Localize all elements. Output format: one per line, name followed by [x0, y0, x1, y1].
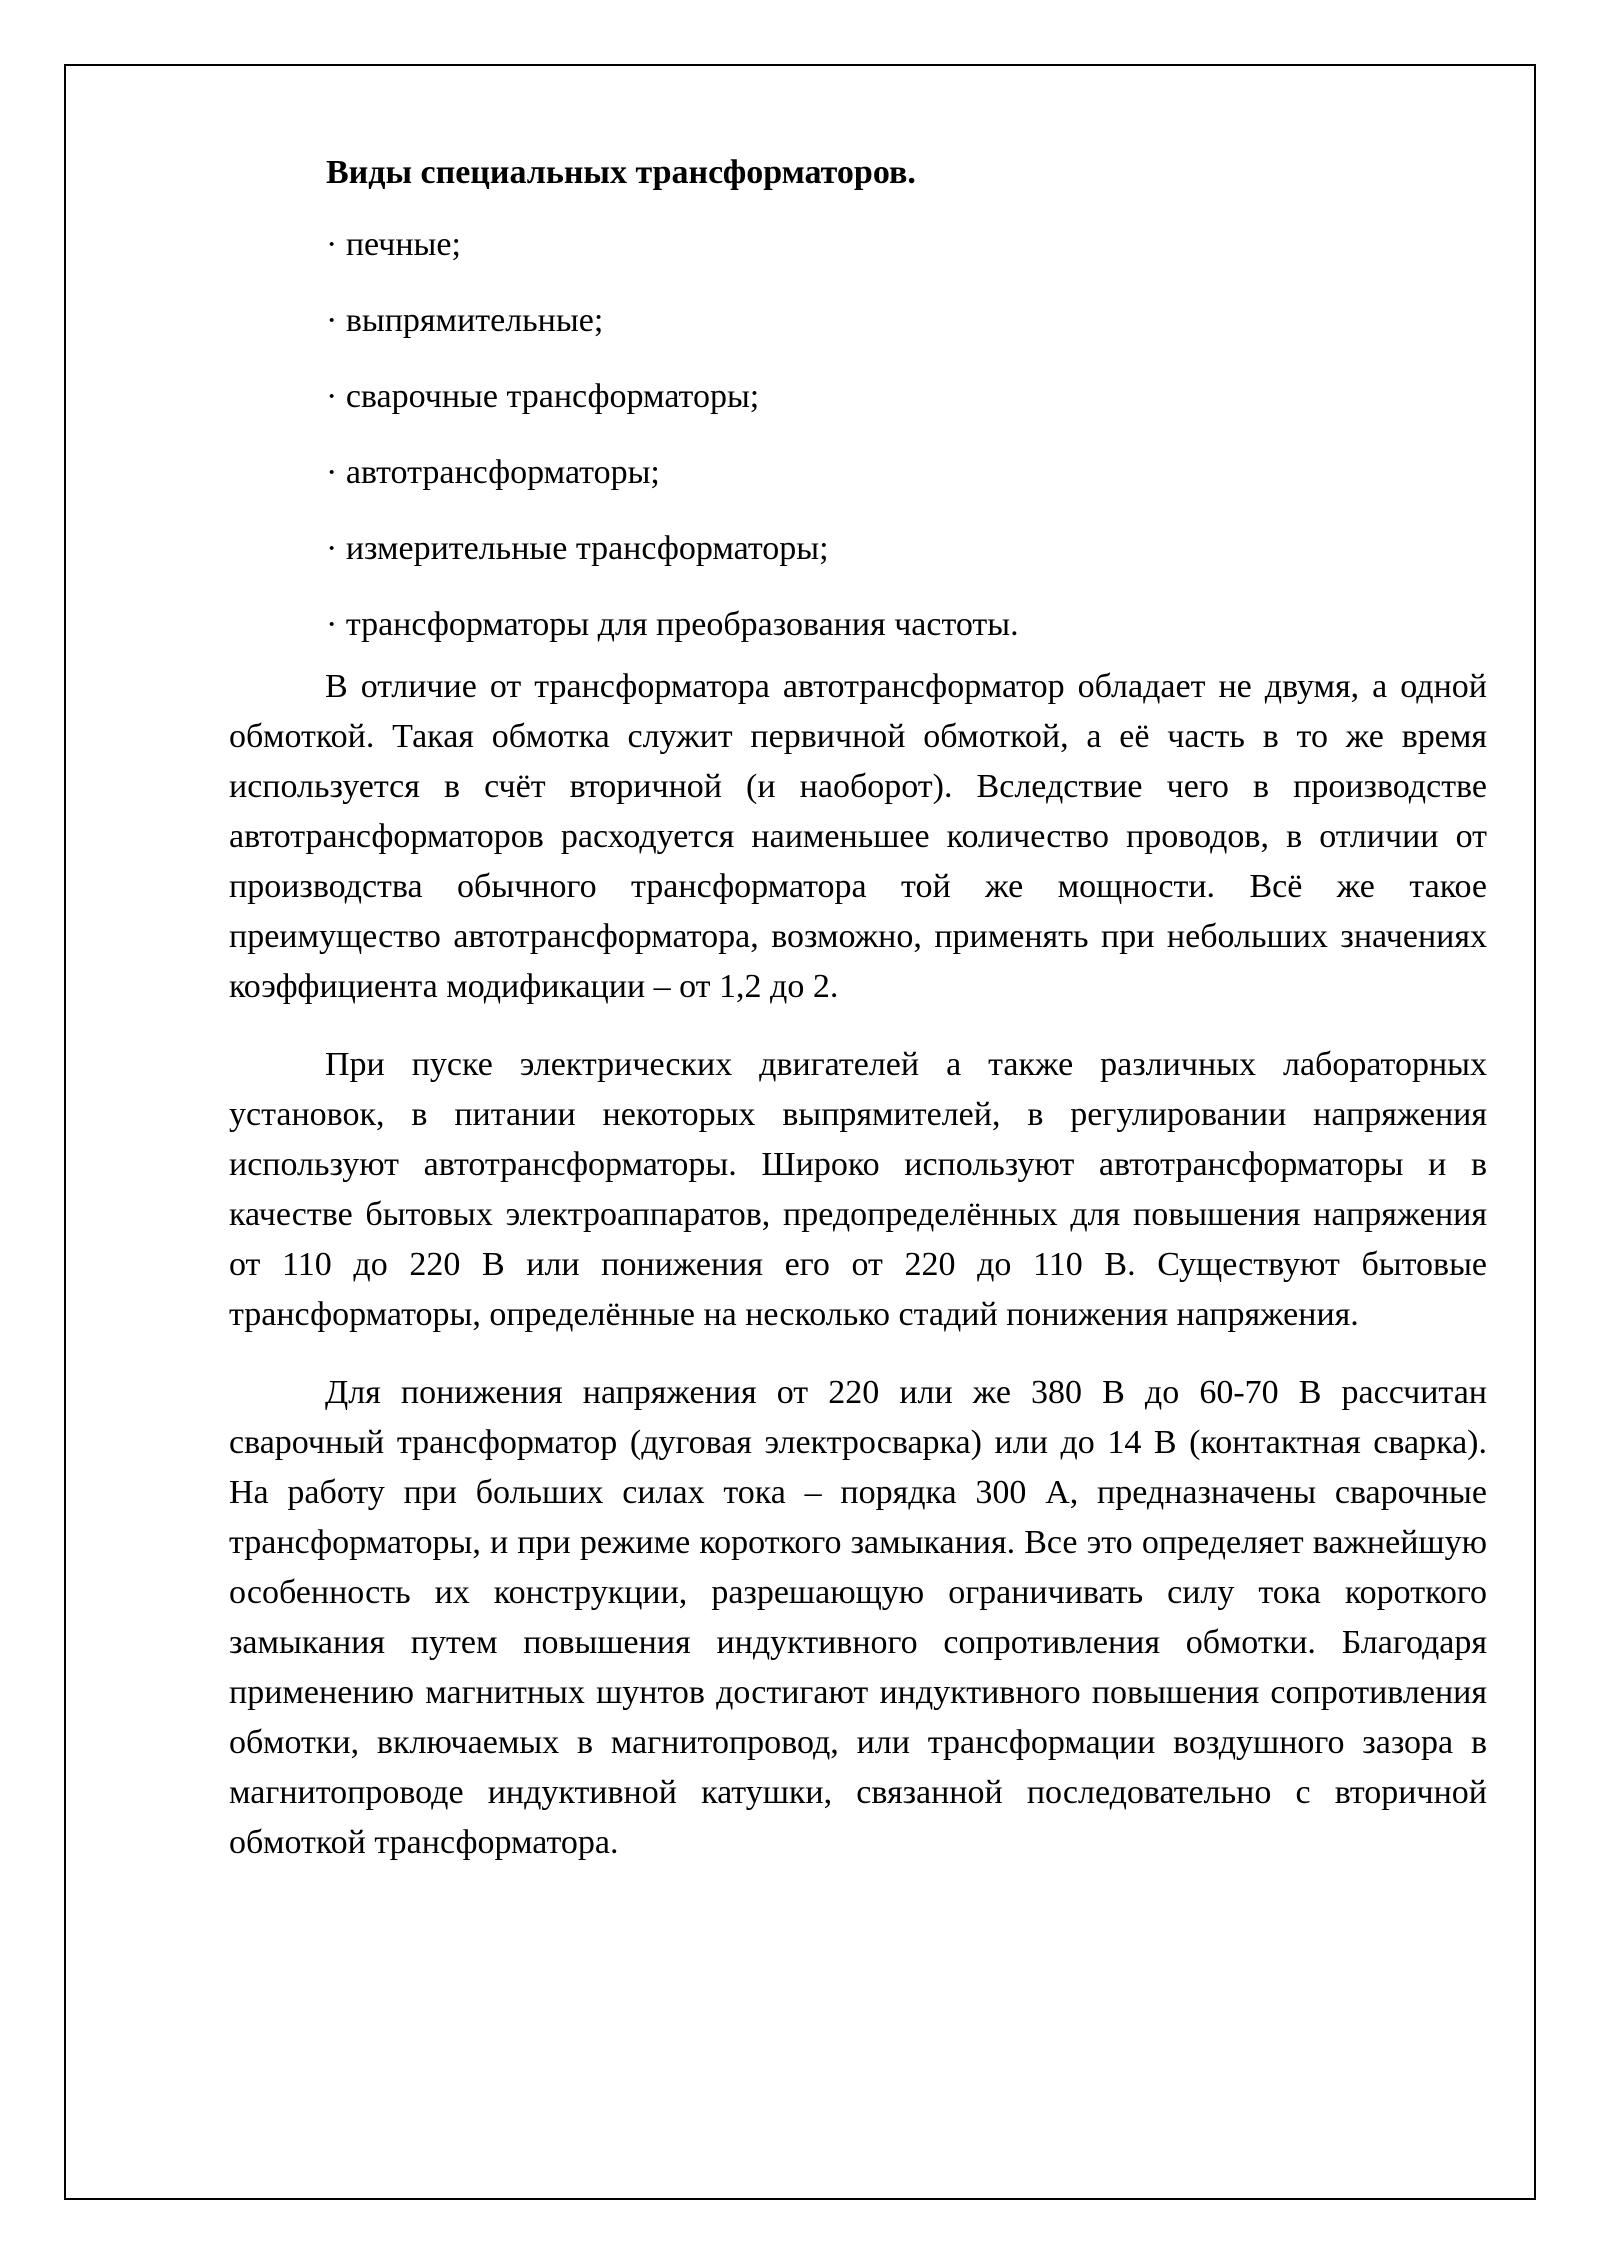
paragraph-usage: При пуске электрических двигателей а также различных лабораторных установок, в питании некоторых выпрямителей, в регулировании напряжения используют автотрансформаторы. Широко используют автотрансформаторы и в качестве бытовых электроаппаратов, предопределённых для повышения напряжения от 110 до 220 В или понижения его от 220 до 110 В. Существуют бытовые трансформаторы, определённые на несколько стадий понижения напряжения.: [229, 1046, 1487, 1333]
document-heading: Виды специальных трансформаторов.: [326, 154, 916, 191]
paragraph-welding: Для понижения напряжения от 220 или же 380 В до 60-70 В рассчитан сварочный трансформатор (дуговая электросварка) или до 14 В (контактная сварка). На работу при больших силах тока – порядка 300 А, предназначены сварочные трансформаторы, и при режиме короткого замыкания. Все это определяет важнейшую особенность их конструкции, разрешающую ограничивать силу тока короткого замыкания путем повышения индуктивного сопротивления обмотки. Благодаря применению магнитных шунтов достигают индуктивного повышения сопротивления обмотки, включаемых в магнитопровод, или трансформации воздушного зазора в магнитопроводе индуктивной катушки, связанной последовательно с вторичной обмоткой трансформатора.: [229, 1374, 1487, 1861]
list-item: · трансформаторы для преобразования частоты.: [326, 606, 1019, 643]
list-item: · сварочные трансформаторы;: [326, 378, 760, 415]
list-item: · измерительные трансформаторы;: [326, 530, 829, 567]
list-item: · автотрансформаторы;: [326, 454, 660, 491]
transformer-types-list: [229, 220, 1487, 650]
list-item: · печные;: [326, 226, 461, 263]
paragraph-autotransformer: В отличие от трансформатора автотрансформатор обладает не двумя, а одной обмоткой. Такая обмотка служит первичной обмоткой, а её часть в то же время используется в счёт вторичной (и наоборот). Вследствие чего в производстве автотрансформаторов расходуется наименьшее количество проводов, в отличии от производства обычного трансформатора той же мощности. Всё же такое преимущество автотрансформатора, возможно, применять при небольших значениях коэффициента модификации – от 1,2 до 2.: [229, 668, 1487, 1005]
list-item: · выпрямительные;: [326, 302, 604, 339]
document-body: [229, 148, 1487, 1896]
